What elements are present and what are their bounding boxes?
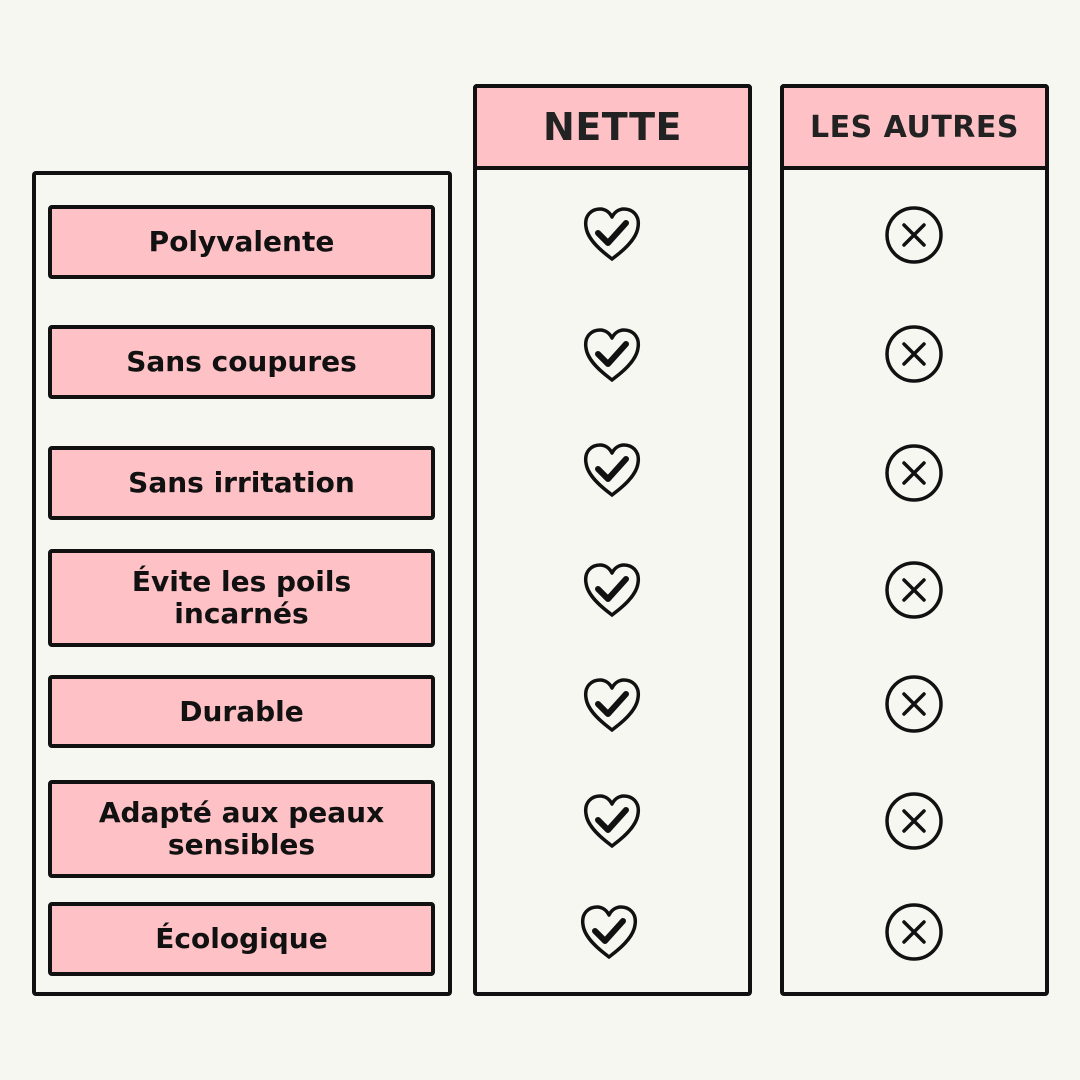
- check-heart-icon: [580, 674, 644, 738]
- check-heart-icon: [580, 439, 644, 503]
- x-circle-icon: [882, 558, 946, 622]
- feature-label-evite-poils-incarnes: Évite les poils incarnés: [48, 549, 435, 647]
- x-circle-icon: [882, 441, 946, 505]
- x-circle-icon: [882, 672, 946, 736]
- x-circle-icon: [882, 203, 946, 267]
- feature-label-sans-irritation: Sans irritation: [48, 446, 435, 520]
- check-heart-icon: [580, 559, 644, 623]
- feature-label-peaux-sensibles: Adapté aux peaux sensibles: [48, 780, 435, 878]
- feature-label-sans-coupures: Sans coupures: [48, 325, 435, 399]
- check-heart-icon: [580, 790, 644, 854]
- x-circle-icon: [882, 322, 946, 386]
- nette-column-header: NETTE: [473, 84, 752, 170]
- check-heart-icon: [580, 203, 644, 267]
- x-circle-icon: [882, 900, 946, 964]
- others-column-header: LES AUTRES: [780, 84, 1049, 170]
- feature-label-ecologique: Écologique: [48, 902, 435, 976]
- x-circle-icon: [882, 789, 946, 853]
- check-heart-icon: [577, 901, 641, 965]
- feature-label-polyvalente: Polyvalente: [48, 205, 435, 279]
- check-heart-icon: [580, 324, 644, 388]
- feature-label-durable: Durable: [48, 675, 435, 748]
